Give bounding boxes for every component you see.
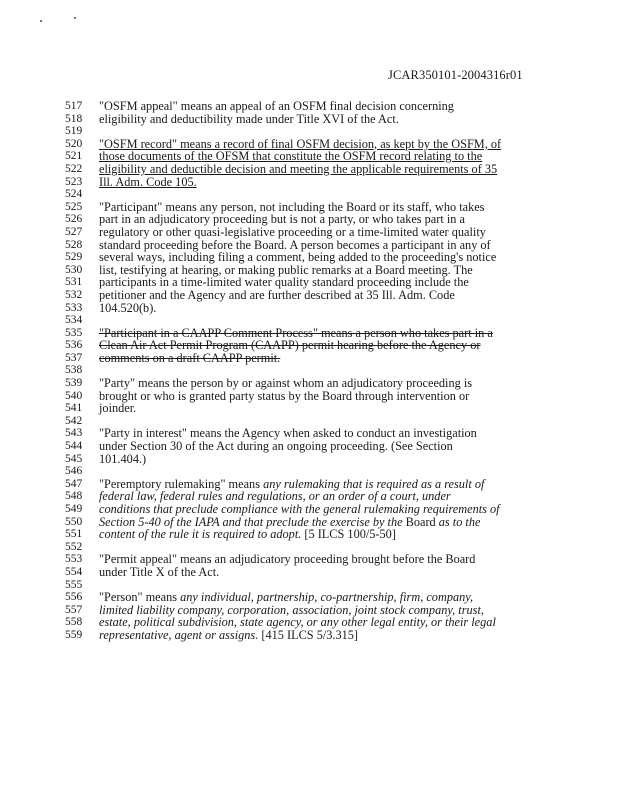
document-body: [0, 100, 618, 642]
text-segment: Clean Air Act Permit Program (CAAPP) permit hearing before the Agency or: [99, 338, 481, 353]
scan-speck: [40, 20, 42, 22]
text-segment: Ill. Adm. Code 105.: [99, 174, 197, 189]
line-text: [99, 289, 618, 302]
document-line: [0, 113, 618, 126]
line-number: 531: [65, 276, 83, 289]
line-number: 521: [65, 150, 83, 163]
line-number: 519: [65, 125, 83, 138]
text-segment: under Title X of the Act.: [99, 564, 220, 579]
line-text: [99, 566, 618, 579]
line-number: 543: [65, 427, 83, 440]
text-segment: "Participant in a CAAPP Comment Process" means a person who takes part in a: [99, 325, 493, 340]
line-text: [99, 528, 618, 541]
text-segment: 101.404.): [99, 451, 147, 466]
line-number: 518: [65, 112, 83, 125]
text-segment: "Participant" means any person, not including the Board or its staff, who takes: [99, 199, 485, 214]
document-line: [0, 566, 618, 579]
text-segment: 104.520(b).: [99, 300, 157, 315]
line-text: [99, 453, 618, 466]
text-segment: as to the: [438, 514, 481, 529]
line-number: 538: [65, 364, 83, 377]
line-number: 553: [65, 553, 83, 566]
document-line: [0, 163, 618, 176]
line-number: 527: [65, 225, 83, 238]
document-line: [0, 453, 618, 466]
line-text: [99, 176, 618, 189]
text-segment: under Section 30 of the Act during an ongoing proceeding. (See Section: [99, 439, 453, 454]
text-segment: Board: [402, 514, 439, 529]
text-segment: participants in a time-limited water quality standard proceeding include the: [99, 275, 469, 290]
document-line: [0, 402, 618, 415]
line-text: [99, 113, 618, 126]
document-line: [0, 553, 618, 566]
text-segment: brought or who is granted party status by the Board through intervention or: [99, 388, 470, 403]
document-line: [0, 289, 618, 302]
line-number: 524: [65, 188, 83, 201]
document-line: [0, 339, 618, 352]
line-number: 533: [65, 301, 83, 314]
text-segment: "OSFM record" means a record of final OSFM decision, as kept by the OSFM, of: [99, 136, 502, 151]
line-number: 546: [65, 465, 83, 478]
line-number: 545: [65, 452, 83, 465]
line-number: 534: [65, 314, 83, 327]
document-line: [0, 390, 618, 403]
document-id: JCAR350101-2004316r01: [388, 68, 523, 82]
text-segment: conditions that preclude compliance with the general rulemaking requirements of: [99, 502, 500, 516]
line-text: [99, 402, 618, 415]
line-number: 540: [65, 389, 83, 402]
text-segment: limited liability company, corporation, association, joint stock company, trust,: [99, 602, 484, 617]
text-segment: "OSFM appeal" means an appeal of an OSFM final decision concerning: [99, 99, 454, 113]
line-number: 536: [65, 339, 83, 352]
text-segment: comments on a draft CAAPP permit.: [99, 350, 281, 365]
text-segment: estate, political subdivision, state agency, or any other legal entity, or their legal: [99, 615, 496, 630]
text-segment: several ways, including filing a comment, being added to the proceeding's notice: [99, 250, 497, 265]
text-segment: any rulemaking that is required as a result of: [263, 476, 485, 491]
text-segment: Section 5-40 of the IAPA and that preclude the exercise by the: [99, 514, 403, 529]
text-segment: "Permit appeal" means an adjudicatory proceeding brought before the Board: [99, 552, 476, 567]
text-segment: "Party in interest" means the Agency when asked to conduct an investigation: [99, 426, 477, 441]
line-number: 529: [65, 251, 83, 264]
text-segment: [5 ILCS 100/5-50]: [301, 527, 396, 542]
line-number: 520: [65, 137, 83, 150]
document-line: [0, 302, 618, 315]
line-text: [99, 352, 618, 365]
line-number: 558: [65, 616, 83, 629]
line-number: 522: [65, 162, 83, 175]
document-line: [0, 352, 618, 365]
document-line: [0, 176, 618, 189]
line-number: 523: [65, 175, 83, 188]
text-segment: joinder.: [99, 401, 137, 416]
line-text: [99, 390, 618, 403]
text-segment: "Party" means the person by or against whom an adjudicatory proceeding is: [99, 376, 473, 391]
text-segment: regulatory or other quasi-legislative proceeding or a time-limited water quality: [99, 224, 486, 239]
document-line: [0, 528, 618, 541]
line-number: 539: [65, 377, 83, 390]
text-segment: representative, agent or assigns.: [99, 627, 259, 642]
line-number: 541: [65, 402, 83, 415]
text-segment: content of the rule it is required to adopt.: [99, 527, 302, 542]
text-segment: [415 ILCS 5/3.315]: [258, 627, 359, 642]
text-segment: eligibility and deductibility made under Title XVI of the Act.: [99, 111, 399, 126]
line-number: 535: [65, 326, 83, 339]
text-segment: federal law, federal rules and regulations, or an order of a court, under: [99, 489, 451, 504]
line-number: 542: [65, 414, 83, 427]
scan-speck: [74, 17, 76, 19]
line-number: 537: [65, 351, 83, 364]
text-segment: part in an adjudicatory proceeding but is not a party, or who takes part in a: [99, 212, 465, 227]
line-number: 544: [65, 440, 83, 453]
line-number: 551: [65, 528, 83, 541]
line-number: 525: [65, 200, 83, 213]
text-segment: standard proceeding before the Board. A person becomes a participant in any of: [99, 237, 491, 252]
text-segment: any individual, partnership, co-partnership, firm, company,: [180, 590, 474, 605]
text-segment: list, testifying at hearing, or making public remarks at a Board meeting. The: [99, 262, 473, 277]
line-number: 530: [65, 263, 83, 276]
line-text: [99, 440, 618, 453]
line-number: 550: [65, 515, 83, 528]
document-line: [0, 629, 618, 642]
line-text: [99, 629, 618, 642]
line-number: 552: [65, 540, 83, 553]
line-number: 528: [65, 238, 83, 251]
line-number: 557: [65, 603, 83, 616]
document-line: [0, 440, 618, 453]
line-text: [99, 302, 618, 315]
text-segment: "Person" means: [99, 590, 181, 605]
text-segment: "Peremptory rulemaking" means: [99, 476, 264, 491]
text-segment: those documents of the OFSM that constitute the OSFM record relating to the: [99, 149, 483, 164]
line-number: 554: [65, 565, 83, 578]
line-number: 548: [65, 490, 83, 503]
line-number: 556: [65, 591, 83, 604]
line-number: 517: [65, 100, 83, 112]
line-number: 547: [65, 477, 83, 490]
text-segment: petitioner and the Agency and are further described at 35 Ill. Adm. Code: [99, 287, 455, 302]
text-segment: eligibility and deductible decision and meeting the applicable requirements of 35: [99, 161, 498, 176]
line-number: 526: [65, 213, 83, 226]
line-number: 559: [65, 628, 83, 641]
line-number: 532: [65, 288, 83, 301]
line-number: 555: [65, 578, 83, 591]
line-number: 549: [65, 503, 83, 515]
